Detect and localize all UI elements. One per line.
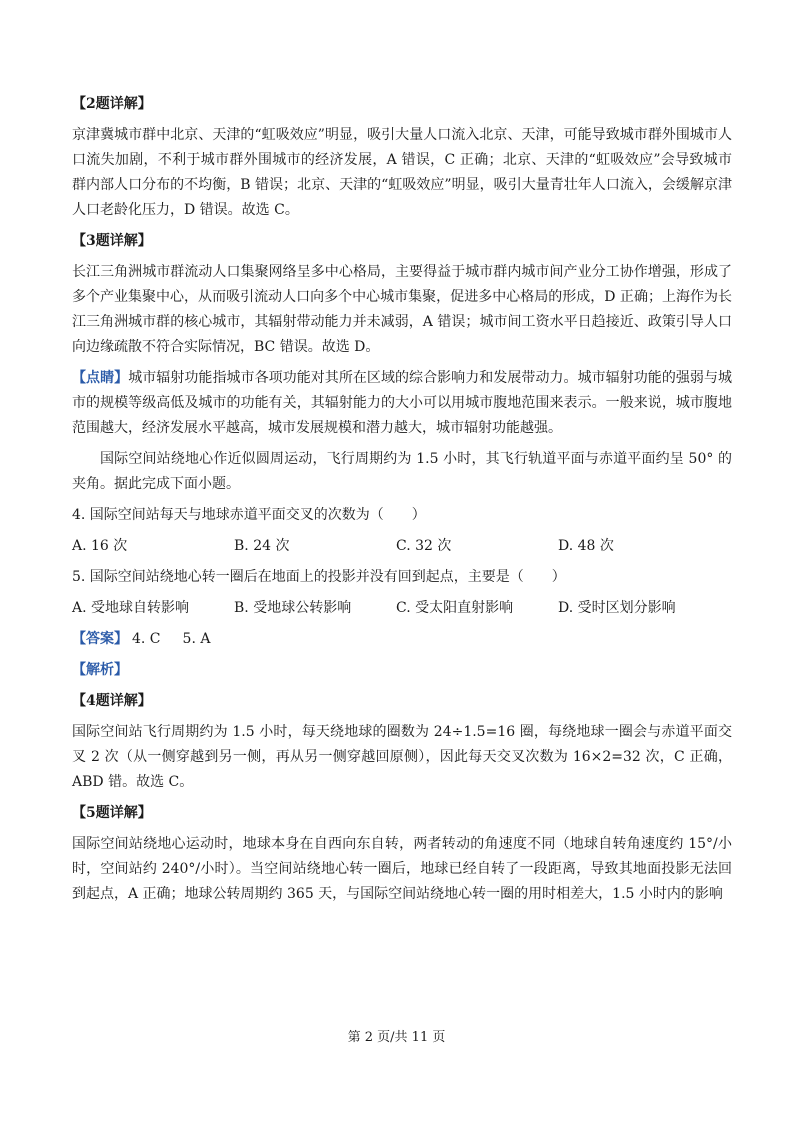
tip-label: 【点睛】 (72, 370, 129, 386)
option-b: B. 受地球公转影响 (234, 600, 352, 616)
option-c: C. 受太阳直射影响 (396, 600, 514, 616)
section-2-heading: 【2题详解】 (72, 96, 152, 112)
section-3-heading: 【3题详解】 (72, 233, 152, 249)
option-a: A. 受地球自转影响 (72, 600, 190, 616)
section-2-text: 京津冀城市群中北京、天津的“虹吸效应”明显，吸引大量人口流入北京、天津，可能导致城市群外围城市人口流失加剧，不利于城市群外围城市的经济发展，A 错误，C 正确；北京、天津的“虹吸效应”会导致城市群内部人口分布的不均衡，B 错误；北京、天津的“虹吸效应”明显，吸引大量青壮年人口流入，会缓解京津人口老龄化压力，D 错误。故选 C。 (72, 127, 732, 218)
section-3-text: 长江三角洲城市群流动人口集聚网络呈多中心格局，主要得益于城市群内城市间产业分工协作增强，形成了多个产业集聚中心，从而吸引流动人口向多个中心城市集聚，促进多中心格局的形成，D 正确；上海作为长江三角洲城市群的核心城市，其辐射带动能力并未减弱，A 错误；城市间工资水平日趋接近、政策引导人口向边缘疏散不符合实际情况，BC 错误。故选 D。 (72, 264, 732, 355)
page-footer: 第 2 页/共 11 页 (347, 1030, 446, 1045)
page-content (72, 92, 732, 913)
tip-text: 城市辐射功能指城市各项功能对其所在区域的综合影响力和发展带动力。城市辐射功能的强弱与城市的规模等级高低及城市的功能有关，其辐射能力的大小可以用城市腹地范围来表示。一般来说，城市腹地范围越大，经济发展水平越高，城市发展规模和潜力越大，城市辐射功能越强。 (72, 370, 733, 436)
question-5-stem: 5. 国际空间站绕地心转一圈后在地面上的投影并没有回到起点，主要是（ ） (72, 569, 566, 585)
answer-label: 【答案】 (72, 631, 128, 647)
tip-paragraph (72, 366, 732, 441)
question-4-options (72, 534, 732, 559)
option-b: B. 24 次 (234, 538, 290, 554)
section-4-heading: 【4题详解】 (72, 693, 152, 709)
answer-5: 5. A (182, 631, 211, 647)
option-c: C. 32 次 (396, 538, 452, 554)
section-5-text: 国际空间站绕地心运动时，地球本身在自西向东自转，两者转动的角速度不同（地球自转角速度约 15°/小时，空间站约 240°/小时）。当空间站绕地心转一圈后，地球已经自转了一段距离，导致其地面投影无法回到起点，A 正确；地球公转周期约 365 天，与国际空间站绕地心转一圈的用时相差大，1.5 小时内的影响 (72, 836, 732, 902)
question-4-stem: 4. 国际空间站每天与地球赤道平面交叉的次数为（ ） (72, 507, 426, 523)
answer-line (72, 627, 732, 652)
section-4-text: 国际空间站飞行周期约为 1.5 小时，每天绕地球的圈数为 24÷1.5=16 圈，每绕地球一圈会与赤道平面交叉 2 次（从一侧穿越到另一侧，再从另一侧穿越回原侧），因此每天交叉次数为 16×2=32 次，C 正确，ABD 错。故选 C。 (72, 724, 732, 790)
option-d: D. 48 次 (558, 538, 614, 554)
option-a: A. 16 次 (72, 538, 128, 554)
question-intro: 国际空间站绕地心作近似圆周运动，飞行周期约为 1.5 小时，其飞行轨道平面与赤道平面约呈 50° 的夹角。据此完成下面小题。 (72, 451, 732, 492)
section-5-heading: 【5题详解】 (72, 805, 152, 821)
option-d: D. 受时区划分影响 (558, 600, 676, 616)
answer-4: 4. C (132, 631, 161, 647)
analysis-heading: 【解析】 (72, 662, 128, 678)
question-5-options (72, 596, 732, 621)
